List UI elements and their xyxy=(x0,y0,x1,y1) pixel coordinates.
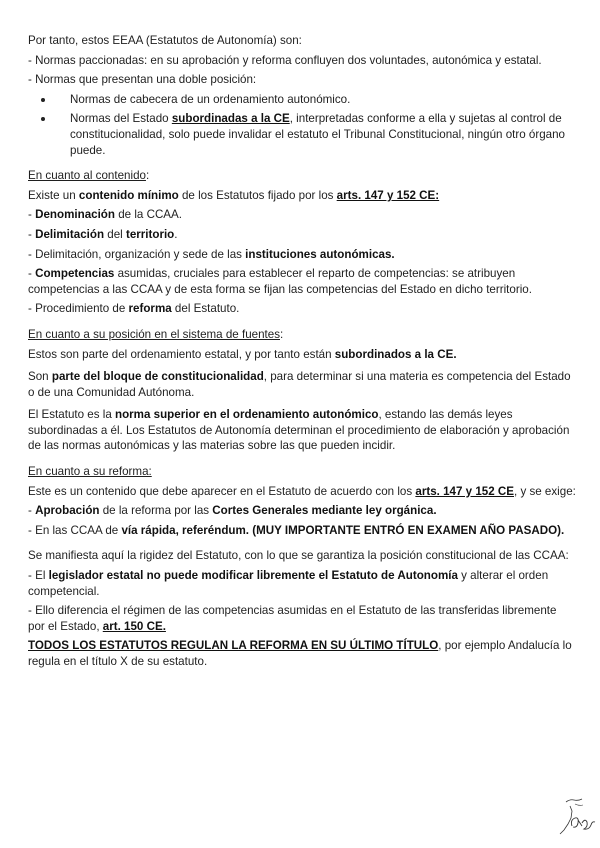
section-heading-contenido xyxy=(28,168,576,184)
text: - xyxy=(28,504,36,518)
section-heading-reforma xyxy=(28,464,576,480)
bold-term: legislador estatal no puede modificar libremente el Estatuto de Autonomía xyxy=(48,569,458,583)
bold-term: parte del bloque de constitucionalidad xyxy=(51,370,264,384)
text: asumidas, cruciales para establecer el reparto de competencias: se atribuyen competencias a las CCAA y de esta forma se fijan las competencias del Estado en dicho territorio. xyxy=(28,267,532,296)
contenido-item-delimitacion xyxy=(28,227,576,243)
heading-colon: : xyxy=(145,169,150,183)
bullet-subordinadas xyxy=(28,111,576,158)
bold-term: subordinadas a la CE xyxy=(171,112,290,126)
bold-term: contenido mínimo xyxy=(78,188,179,202)
bold-term: subordinados a la CE. xyxy=(334,347,457,361)
bold-term: Denominación xyxy=(35,208,115,222)
bold-term: vía rápida, referéndum. (MUY IMPORTANTE ENTRÓ EN EXAMEN AÑO PASADO). xyxy=(121,523,565,537)
bold-term: norma superior en el ordenamiento autonómico xyxy=(115,408,379,422)
text: Este es un contenido que debe aparecer en el Estatuto de acuerdo con los xyxy=(28,484,416,498)
bold-term: Delimitación xyxy=(35,227,105,241)
text: - Ello diferencia el régimen de las competencias asumidas en el Estatuto de las transferidas libremente por el Estado, xyxy=(28,604,557,633)
section-heading-posicion xyxy=(28,327,576,343)
contenido-item-instituciones xyxy=(28,247,576,263)
bold-term: instituciones autonómicas. xyxy=(245,247,395,261)
reforma-item-aprobacion xyxy=(28,503,576,519)
doble-posicion-list xyxy=(28,92,576,158)
reforma-item-regimen xyxy=(28,603,576,634)
intro-item-doble-posicion: - Normas que presentan una doble posición: xyxy=(28,73,257,87)
reforma-p2: Se manifiesta aquí la rigidez del Estatuto, con lo que se garantiza la posición constitucional de las CCAA: xyxy=(28,549,569,563)
bold-term: Competencias xyxy=(35,267,115,281)
text: - xyxy=(28,267,36,281)
bullet-text: Normas del Estado xyxy=(70,112,172,126)
contenido-item-competencias xyxy=(28,266,576,297)
heading-colon: : xyxy=(280,327,284,341)
article-ref: arts. 147 y 152 CE xyxy=(415,484,514,498)
text: - xyxy=(28,208,36,222)
bold-term: Cortes Generales mediante ley orgánica. xyxy=(212,504,437,518)
text: . xyxy=(174,227,178,241)
contenido-intro xyxy=(28,188,576,204)
posicion-p3 xyxy=(28,407,576,454)
reforma-item-legislador xyxy=(28,568,576,599)
text: Son xyxy=(28,370,52,384)
contenido-item-reforma xyxy=(28,301,576,317)
bullet-text: , interpretadas conforme a ella y sujetas al control de constitucionalidad, solo puede invalidar el estatuto el Tribunal Constitucional, ningún otro órgano puede. xyxy=(70,112,565,157)
text: El Estatuto es la xyxy=(28,408,115,422)
heading-text: En cuanto a su reforma: xyxy=(28,465,152,479)
heading-text: En cuanto a su posición en el sistema de fuentes xyxy=(28,327,280,341)
bold-term: Aprobación xyxy=(35,504,100,518)
reforma-item-via-rapida xyxy=(28,523,576,539)
text: del xyxy=(104,227,126,241)
text: - El xyxy=(28,569,49,583)
posicion-p1 xyxy=(28,347,576,363)
text: , y se exige: xyxy=(514,484,576,498)
text: Estos son parte del ordenamiento estatal, y por tanto están xyxy=(28,347,335,361)
text: , por ejemplo Andalucía lo regula en el título X de su estatuto. xyxy=(28,639,572,668)
document-body xyxy=(28,33,576,670)
bold-term: territorio xyxy=(125,227,175,241)
posicion-p2 xyxy=(28,369,576,400)
handwritten-signature xyxy=(556,796,598,836)
reforma-p1 xyxy=(28,484,576,500)
article-ref: art. 150 CE. xyxy=(102,619,166,633)
heading-text: En cuanto al contenido xyxy=(28,169,146,183)
text: y alterar el orden competencial. xyxy=(28,569,549,598)
text: - En las CCAA de xyxy=(28,523,122,537)
text: de la reforma por las xyxy=(99,504,213,518)
intro-line: Por tanto, estos EEAA (Estatutos de Autonomía) son: xyxy=(28,34,302,47)
article-ref: arts. 147 y 152 CE: xyxy=(336,188,440,202)
text: de los Estatutos fijado por los xyxy=(178,188,337,202)
bullet-cabecera xyxy=(28,92,576,108)
text: - Procedimiento de xyxy=(28,302,129,316)
text: - xyxy=(28,227,36,241)
text: Existe un xyxy=(28,188,79,202)
text: , estando las demás leyes subordinadas a él. Los Estatutos de Autonomía determinan el procedimiento de elaboración y aprobación de las normas autonómicas y las materias sobre las que pueden incidir. xyxy=(28,408,570,453)
bold-term: TODOS LOS ESTATUTOS REGULAN LA REFORMA EN SU ÚLTIMO TÍTULO xyxy=(28,639,439,653)
text: - Delimitación, organización y sede de las xyxy=(28,247,246,261)
contenido-item-denominacion xyxy=(28,207,576,223)
text: del Estatuto. xyxy=(171,302,240,316)
bullet-text: Normas de cabecera de un ordenamiento autonómico. xyxy=(70,92,351,106)
intro-item-paccionadas: - Normas paccionadas: en su aprobación y reforma confluyen dos voluntades, autonómica y estatal. xyxy=(28,53,542,67)
text: de la CCAA. xyxy=(114,208,182,222)
text: , para determinar si una materia es competencia del Estado o de una Comunidad Autónoma. xyxy=(28,370,571,399)
reforma-p3 xyxy=(28,638,576,669)
bold-term: reforma xyxy=(128,302,172,316)
